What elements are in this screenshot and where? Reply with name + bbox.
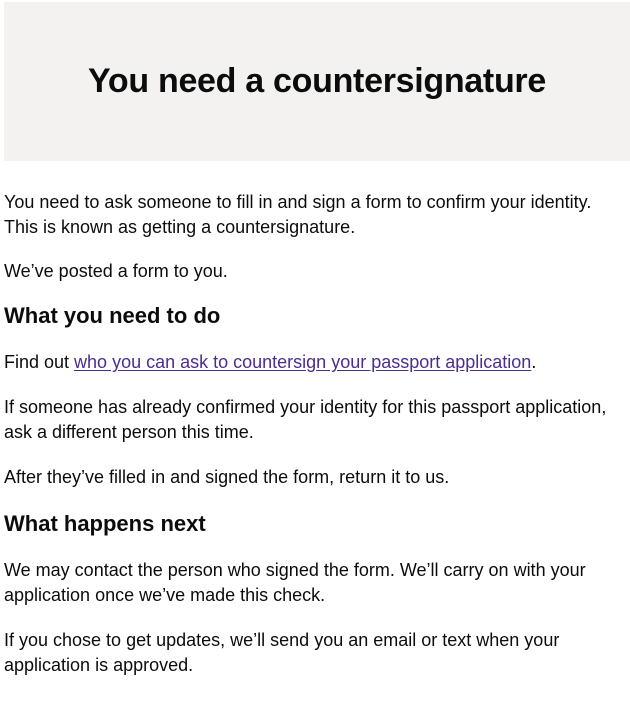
find-out-paragraph	[4, 350, 626, 375]
intro-paragraph: You need to ask someone to fill in and sign a form to confirm your identity. This is known as getting a countersignature.	[4, 192, 592, 237]
find-out-suffix: .	[531, 352, 537, 372]
page-title: You need a countersignature	[88, 62, 546, 100]
already-confirmed-paragraph: If someone has already confirmed your identity for this passport application, ask a different person this time.	[4, 397, 607, 442]
find-out-prefix: Find out	[4, 352, 75, 372]
return-form-paragraph: After they’ve filled in and signed the form, return it to us.	[4, 467, 450, 487]
what-you-need-to-do-heading: What you need to do	[4, 303, 221, 328]
updates-paragraph: If you chose to get updates, we’ll send you an email or text when your application is approved.	[4, 630, 560, 675]
main-content	[4, 190, 626, 678]
what-happens-next-heading: What happens next	[4, 511, 206, 536]
form-posted-paragraph: We’ve posted a form to you.	[4, 261, 228, 281]
contact-paragraph: We may contact the person who signed the form. We’ll carry on with your application once we’ve made this check.	[4, 560, 586, 605]
countersign-guidance-link[interactable]: who you can ask to countersign your passport application	[74, 352, 532, 372]
confirmation-panel	[4, 2, 630, 161]
